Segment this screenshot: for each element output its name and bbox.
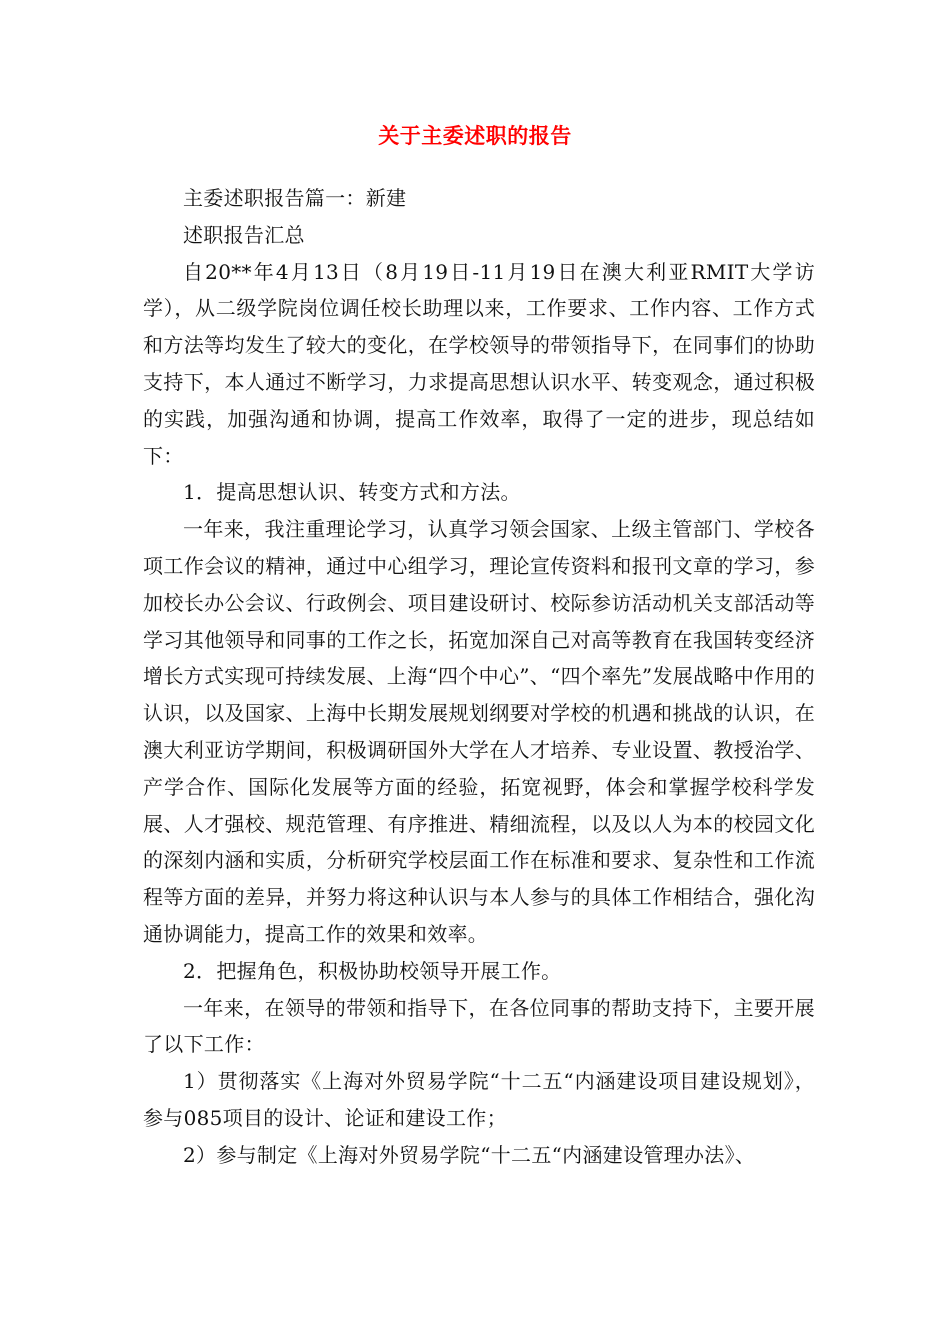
paragraph: 主委述职报告篇一：新建 (183, 186, 407, 210)
paragraph: 自20**年4月13日（8月19日-11月19日在澳大利亚RMIT大学访学），从二级学院岗位调任校长助理以来，工作要求、工作内容、工作方式和方法等均发生了较大的变化，在学校领导的带领指导下，在同事们的协助支持下，本人通过不断学习，力求提高思想认识水平、转变观念，通过积极的实践，加强沟通和协调，提高工作效率，取得了一定的进步，现总结如下： (143, 259, 815, 468)
paragraph: 一年来，在领导的带领和指导下，在各位同事的帮助支持下，主要开展了以下工作： (143, 995, 815, 1057)
paragraph: 一年来，我注重理论学习，认真学习领会国家、上级主管部门、学校各项工作会议的精神，通过中心组学习，理论宣传资料和报刊文章的学习，参加校长办公会议、行政例会、项目建设研讨、校际参访活动机关支部活动等学习其他领导和同事的工作之长，拓宽加深自己对高等教育在我国转变经济增长方式实现可持续发展、上海“四个中心”、“四个率先”发展战略中作用的认识，以及国家、上海中长期发展规划纲要对学校的机遇和挑战的认识，在澳大利亚访学期间，积极调研国外大学在人才培养、专业设置、教授治学、产学合作、国际化发展等方面的经验，拓宽视野，体会和掌握学校科学发展、人才强校、规范管理、有序推进、精细流程，以及以人为本的校园文化的深刻内涵和实质，分析研究学校层面工作在标准和要求、复杂性和工作流程等方面的差异，并努力将这种认识与本人参与的具体工作相结合，强化沟通协调能力，提高工作的效果和效率。 (143, 517, 815, 946)
paragraph: 2）参与制定《上海对外贸易学院“十二五“内涵建设管理办法》、 (183, 1142, 756, 1167)
paragraph: 述职报告汇总 (183, 222, 305, 247)
document-body (143, 180, 815, 1174)
document-title: 关于主委述职的报告 (378, 123, 572, 148)
paragraph: 2．把握角色，积极协助校领导开展工作。 (183, 958, 562, 983)
paragraph: 1．提高思想认识、转变方式和方法。 (183, 480, 521, 505)
paragraph: 1）贯彻落实《上海对外贸易学院“十二五“内涵建设项目建设规划》，参与085项目的设计、论证和建设工作； (143, 1069, 815, 1130)
